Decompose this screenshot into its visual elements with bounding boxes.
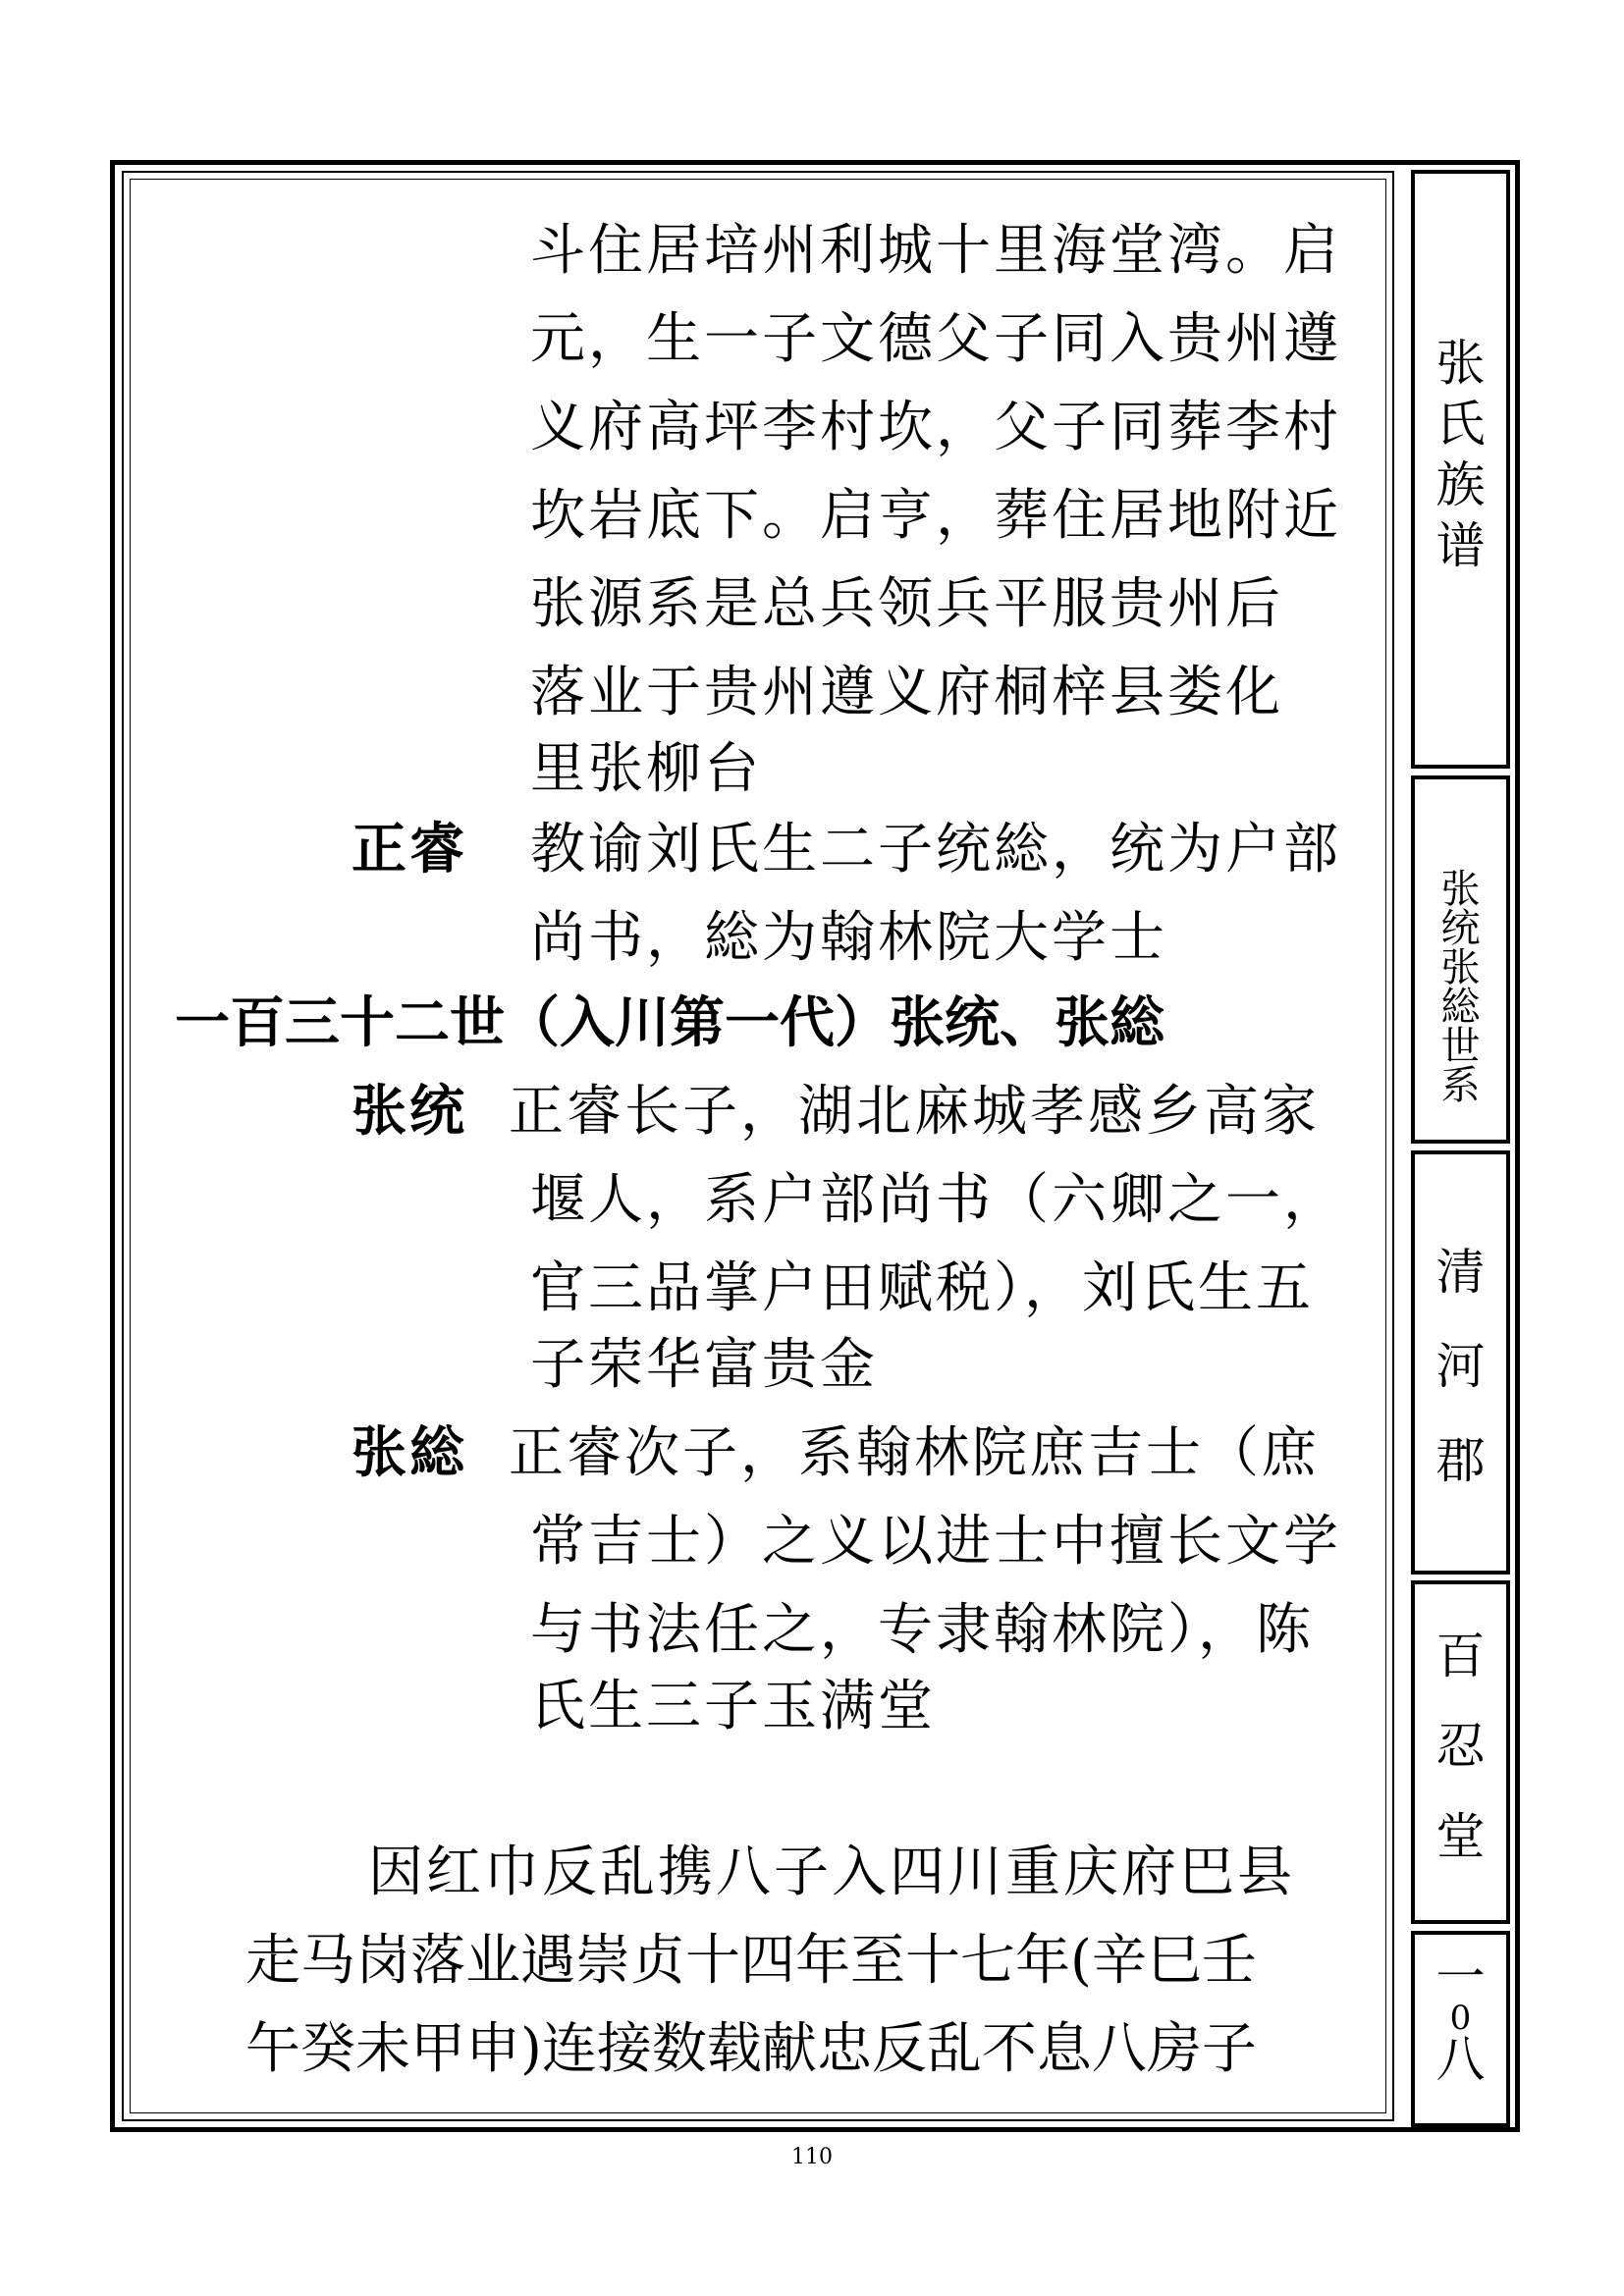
para1-line: 斗住居培州利城十里海堂湾。启 [530,219,1341,283]
zhangtong-name: 张统 [352,1080,467,1144]
folio-char: 八 [1435,2031,1486,2088]
section-char: 张 [1440,867,1481,912]
final-line: 走马岗落业遇崇贞十四年至十七年(辛巳壬 [245,1929,1257,1993]
sidebar-commandery [1411,1150,1510,1575]
section-char: 総 [1440,985,1481,1030]
final-line: 午癸未甲申)连接数载献忠反乱不息八房子 [245,2017,1257,2081]
title-char: 氏 [1435,396,1486,453]
page-number: 110 [791,2145,833,2169]
commandery-char: 郡 [1435,1432,1486,1489]
zhangzong-line: 氏生三子玉满堂 [530,1675,936,1738]
commandery-char: 清 [1435,1244,1486,1301]
para1-line: 元，生一子文德父子同入贵州遵 [530,307,1341,371]
zhengrui-name: 正睿 [352,818,467,881]
zhengrui-line: 教谕刘氏生二子统総，统为户部 [530,818,1341,881]
section-char: 统 [1440,906,1481,951]
sidebar-book-title [1411,170,1510,769]
hall-char: 堂 [1435,1808,1486,1865]
text-frame-inner [130,179,1386,2113]
sidebar-folio [1411,1931,1510,2127]
section-char: 系 [1440,1063,1481,1108]
final-line: 因红巾反乱携八子入四川重庆府巴县 [368,1841,1295,1904]
folio-char: 0 [1449,1999,1472,2038]
zhangtong-line: 官三品掌户田赋税），刘氏生五 [530,1256,1314,1320]
hall-char: 忍 [1435,1718,1486,1775]
para1-line: 义府高坪李村坎，父子同葬李村 [530,396,1341,459]
para1-line: 张源系是总兵领兵平服贵州后 [530,572,1283,636]
title-char: 谱 [1435,517,1486,574]
zhangtong-line: 正睿长子，湖北麻城孝感乡高家 [509,1080,1320,1144]
zhangzong-name: 张総 [352,1421,467,1485]
folio-char: 一 [1435,1949,1486,2005]
para1-line: 里张柳台 [530,737,762,801]
zhangzong-line: 正睿次子，系翰林院庶吉士（庶 [509,1421,1320,1485]
zhangzong-line: 常吉士）之义以进士中擅长文学 [530,1510,1341,1574]
zhengrui-line: 尚书，総为翰林院大学士 [530,906,1167,970]
sidebar-section [1411,775,1510,1144]
zhangtong-line: 堰人，系户部尚书（六卿之一， [530,1168,1341,1232]
title-char: 族 [1435,456,1486,513]
zhangzong-line: 与书法任之，专隶翰林院），陈 [530,1598,1314,1662]
zhangtong-line: 子荣华富贵金 [530,1333,878,1397]
para1-line: 坎岩底下。启亨，葬住居地附近 [530,484,1341,548]
commandery-char: 河 [1435,1338,1486,1395]
section-char: 张 [1440,945,1481,990]
section-char: 世 [1440,1024,1481,1069]
hall-char: 百 [1435,1628,1486,1684]
sidebar-hall [1411,1580,1510,1924]
generation-heading: 一百三十二世（入川第一代）张统、张総 [175,991,1164,1055]
title-char: 张 [1435,335,1486,392]
para1-line: 落业于贵州遵义府桐梓县娄化 [530,661,1283,724]
